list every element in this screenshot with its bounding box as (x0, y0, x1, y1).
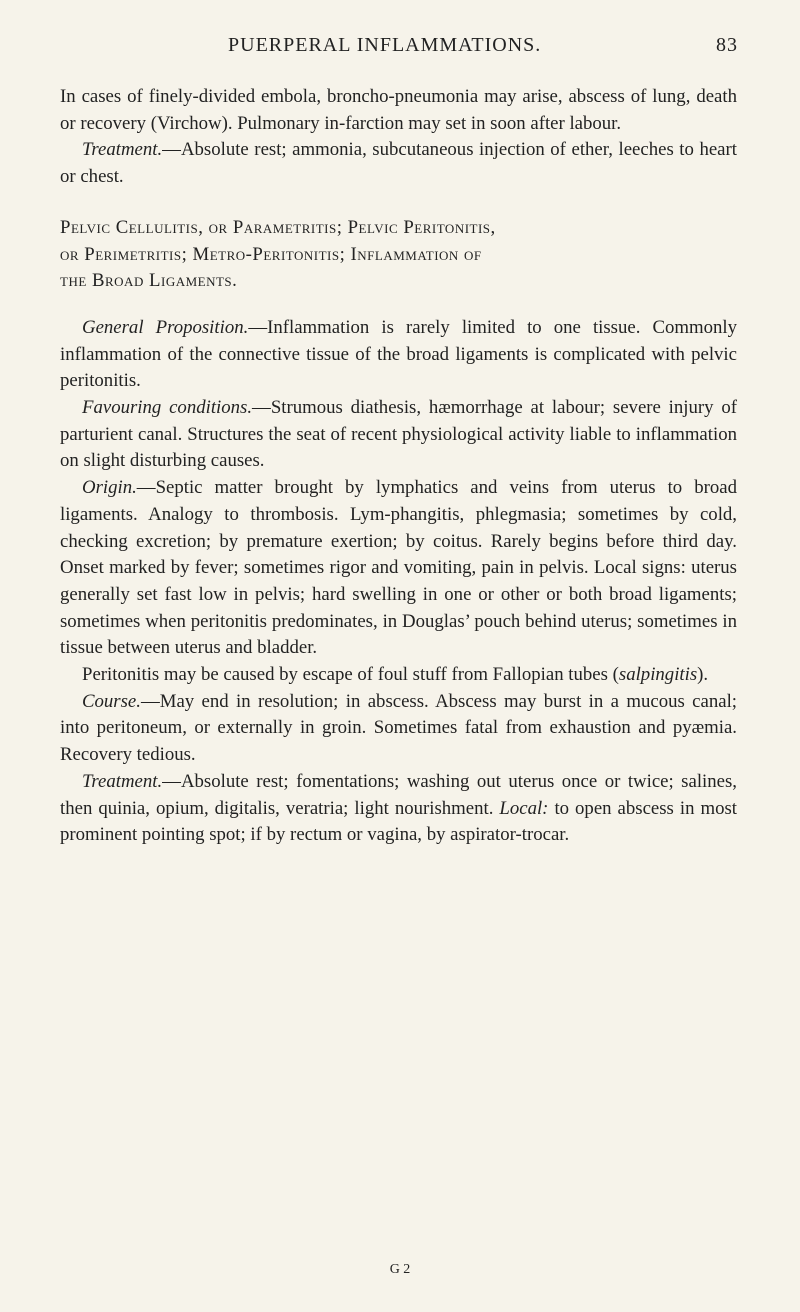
paragraph-italic: salpingitis (618, 664, 698, 686)
signature-mark: G 2 (389, 1262, 411, 1277)
paragraph-text: to open abscess in most prominent pointing spot; if by rectum or vagina, by aspirator-trocar. (60, 797, 737, 846)
paragraph-favouring-conditions (60, 395, 737, 475)
section-heading (60, 215, 737, 295)
paragraph-text: In cases of finely-divided embola, broncho-pneumonia may arise, abscess of lung, death or recovery (Virchow). Pulmonary in-farction may set in soon after labour. (60, 86, 737, 134)
paragraph-general-proposition (60, 315, 737, 395)
paragraph-embola (60, 84, 737, 137)
paragraph-text: —Septic matter brought by lymphatics and veins from uterus to broad ligaments. Analogy to thrombosis. Lym-phangitis, phlegmasia; sometimes by cold, checking excretion; by premature exertion; by coitus. Rarely begins before third day. Onset marked by fever; sometimes rigor and vomiting, pain in pelvis. Local signs: uterus generally set fast low in pelvis; hard swelling in one or other or both broad ligaments; sometimes when peritonitis predominates, in Douglas’ pouch behind uterus; sometimes in tissue between uterus and bladder. (60, 477, 737, 659)
paragraph-text: —May end in resolution; in abscess. Abscess may burst in a mucous canal; into peritoneum, or externally in groin. Sometimes fatal from exhaustion and pyæmia. Recovery tedious. (60, 690, 737, 766)
page-body (60, 84, 737, 849)
paragraph-origin (60, 475, 737, 662)
section-heading-line: the Broad Ligaments. (60, 270, 238, 292)
paragraph-treatment-1 (60, 137, 737, 190)
paragraph-label: Course. (82, 690, 141, 712)
paragraph-text: —Strumous diathesis, hæmorrhage at labour; severe injury of parturient canal. Structures the seat of recent physiological activity liable to inflammation on slight disturbing causes. (60, 397, 737, 472)
running-header (228, 34, 738, 57)
section-heading-line: Pelvic Cellulitis, or Parametritis; Pelvic Peritonitis, (60, 216, 496, 238)
paragraph-label-local: Local: (499, 797, 549, 819)
page-number: 83 (716, 34, 738, 56)
paragraph-treatment-2 (60, 769, 737, 849)
paragraph-label: Origin. (82, 477, 137, 499)
paragraph-text: —Inflammation is rarely limited to one tissue. Commonly inflammation of the connective tissue of the broad ligaments is complicated with pelvic peritonitis. (60, 316, 738, 392)
paragraph-text: ). (697, 664, 709, 686)
paragraph-peritonitis (60, 662, 737, 689)
paragraph-label: Favouring conditions. (82, 397, 253, 419)
paragraph-label: Treatment. (82, 770, 163, 792)
paragraph-label: Treatment. (82, 139, 163, 161)
paragraph-text: —Absolute rest; fomentations; washing out uterus once or twice; salines, then quinia, opium, digitalis, veratria; light nourishment. (60, 770, 737, 819)
paragraph-label: General Proposition. (82, 316, 249, 338)
paragraph-text: —Absolute rest; ammonia, subcutaneous injection of ether, leeches to heart or chest. (60, 139, 737, 188)
paragraph-text: Peritonitis may be caused by escape of foul stuff from Fallopian tubes ( (82, 664, 619, 686)
paragraph-course (60, 689, 737, 769)
section-heading-line: or Perimetritis; Metro-Peritonitis; Inflammation of (60, 243, 482, 265)
running-title: PUERPERAL INFLAMMATIONS. (228, 34, 542, 56)
